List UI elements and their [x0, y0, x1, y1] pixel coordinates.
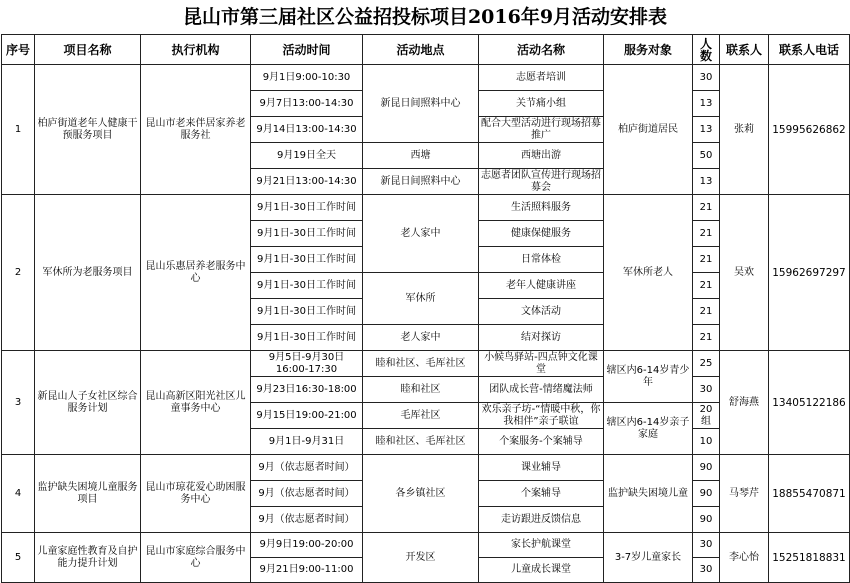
people-count: 90 [693, 481, 720, 507]
activity-place: 睦和社区、毛厍社区 [363, 351, 479, 377]
service-target: 柏庐街道居民 [604, 65, 693, 195]
service-target: 3-7岁儿童家长 [604, 533, 693, 583]
activity-place: 开发区 [363, 533, 479, 583]
activity-name: 课业辅导 [479, 455, 604, 481]
activity-place: 老人家中 [363, 195, 479, 273]
header-cell: 活动名称 [479, 35, 604, 65]
activity-place: 睦和社区 [363, 377, 479, 403]
activity-time: 9月15日19:00-21:00 [251, 403, 363, 429]
header-cell: 活动时间 [251, 35, 363, 65]
page-title: 昆山市第三届社区公益招投标项目2016年9月活动安排表 [182, 6, 668, 28]
activity-name: 欢乐亲子坊-“情暖中秋，你我相伴”亲子联谊 [479, 403, 604, 429]
contact-phone: 15962697297 [769, 195, 850, 351]
people-count: 20组 [693, 403, 720, 429]
project-org: 昆山市家庭综合服务中心 [141, 533, 251, 583]
activity-name: 关节痛小组 [479, 91, 604, 117]
project-number: 1 [2, 65, 35, 195]
activity-time: 9月9日19:00-20:00 [251, 533, 363, 558]
people-count: 21 [693, 273, 720, 299]
activity-time: 9月19日全天 [251, 143, 363, 169]
activity-name: 结对探访 [479, 325, 604, 351]
people-count: 25 [693, 351, 720, 377]
service-target: 辖区内6-14岁青少年 [604, 351, 693, 403]
people-count: 30 [693, 65, 720, 91]
activity-name: 文体活动 [479, 299, 604, 325]
service-target: 军休所老人 [604, 195, 693, 351]
schedule-table [1, 34, 850, 583]
people-count: 21 [693, 247, 720, 273]
activity-place: 老人家中 [363, 325, 479, 351]
activity-time: 9月1日-30日工作时间 [251, 273, 363, 299]
activity-name: 生活照料服务 [479, 195, 604, 221]
activity-time: 9月7日13:00-14:30 [251, 91, 363, 117]
activity-name: 志愿者团队宣传进行现场招募会 [479, 169, 604, 195]
project-number: 3 [2, 351, 35, 455]
people-count: 21 [693, 299, 720, 325]
activity-time: 9月1日-30日工作时间 [251, 299, 363, 325]
activity-name: 家长护航课堂 [479, 533, 604, 558]
activity-place: 睦和社区、毛厍社区 [363, 429, 479, 455]
activity-time: 9月（依志愿者时间） [251, 481, 363, 507]
people-count: 10 [693, 429, 720, 455]
people-count: 30 [693, 377, 720, 403]
activity-name: 健康保健服务 [479, 221, 604, 247]
people-count: 50 [693, 143, 720, 169]
people-count: 90 [693, 455, 720, 481]
table-row [2, 351, 850, 377]
people-count: 21 [693, 325, 720, 351]
activity-time: 9月21日13:00-14:30 [251, 169, 363, 195]
header-cell: 联系人电话 [769, 35, 850, 65]
activity-time: 9月（依志愿者时间） [251, 455, 363, 481]
people-count: 21 [693, 195, 720, 221]
people-count: 90 [693, 507, 720, 533]
activity-name: 团队成长营-情绪魔法师 [479, 377, 604, 403]
people-count: 21 [693, 221, 720, 247]
people-count: 30 [693, 558, 720, 583]
header-cell: 活动地点 [363, 35, 479, 65]
project-name: 儿童家庭性教育及自护能力提升计划 [35, 533, 141, 583]
contact-person: 马琴芹 [720, 455, 769, 533]
activity-time: 9月1日-30日工作时间 [251, 195, 363, 221]
activity-name: 日常体检 [479, 247, 604, 273]
project-number: 2 [2, 195, 35, 351]
contact-phone: 13405122186 [769, 351, 850, 455]
service-target: 监护缺失困境儿童 [604, 455, 693, 533]
activity-time: 9月1日9:00-10:30 [251, 65, 363, 91]
people-count: 30 [693, 533, 720, 558]
project-org: 昆山市老来伴居家养老服务社 [141, 65, 251, 195]
activity-place: 西塘 [363, 143, 479, 169]
header-cell: 联系人 [720, 35, 769, 65]
project-name: 新昆山人子女社区综合服务计划 [35, 351, 141, 455]
activity-name: 个案服务-个案辅导 [479, 429, 604, 455]
contact-phone: 15995626862 [769, 65, 850, 195]
project-name: 军休所为老服务项目 [35, 195, 141, 351]
activity-time: 9月1日-30日工作时间 [251, 247, 363, 273]
header-cell: 项目名称 [35, 35, 141, 65]
project-org: 昆山高新区阳光社区儿童事务中心 [141, 351, 251, 455]
people-count: 13 [693, 91, 720, 117]
header-row [2, 35, 850, 65]
activity-time: 9月1日-30日工作时间 [251, 325, 363, 351]
contact-person: 舒海燕 [720, 351, 769, 455]
table-row [2, 533, 850, 558]
header-cell: 序号 [2, 35, 35, 65]
header-cell: 人数 [693, 35, 720, 65]
activity-place: 新昆日间照料中心 [363, 65, 479, 143]
activity-name: 志愿者培训 [479, 65, 604, 91]
contact-phone: 15251818831 [769, 533, 850, 583]
activity-name: 个案辅导 [479, 481, 604, 507]
project-org: 昆山乐惠居养老服务中心 [141, 195, 251, 351]
activity-name: 小候鸟驿站-四点钟文化课堂 [479, 351, 604, 377]
contact-phone: 18855470871 [769, 455, 850, 533]
table-row [2, 65, 850, 91]
activity-place: 军休所 [363, 273, 479, 325]
people-count: 13 [693, 169, 720, 195]
project-number: 5 [2, 533, 35, 583]
activity-time: 9月1日-30日工作时间 [251, 221, 363, 247]
header-cell: 服务对象 [604, 35, 693, 65]
activity-time: 9月21日9:00-11:00 [251, 558, 363, 583]
activity-name: 老年人健康讲座 [479, 273, 604, 299]
contact-person: 张莉 [720, 65, 769, 195]
activity-time: 9月（依志愿者时间） [251, 507, 363, 533]
activity-place: 新昆日间照料中心 [363, 169, 479, 195]
people-count: 13 [693, 117, 720, 143]
activity-name: 配合大型活动进行现场招募推广 [479, 117, 604, 143]
activity-place: 毛厍社区 [363, 403, 479, 429]
project-name: 柏庐街道老年人健康干预服务项目 [35, 65, 141, 195]
activity-name: 走访跟进反馈信息 [479, 507, 604, 533]
activity-name: 西塘出游 [479, 143, 604, 169]
activity-time: 9月5日-9月30日 16:00-17:30 [251, 351, 363, 377]
activity-place: 各乡镇社区 [363, 455, 479, 533]
activity-time: 9月23日16:30-18:00 [251, 377, 363, 403]
contact-person: 吴欢 [720, 195, 769, 351]
activity-time: 9月14日13:00-14:30 [251, 117, 363, 143]
activity-name: 儿童成长课堂 [479, 558, 604, 583]
contact-person: 李心怡 [720, 533, 769, 583]
project-name: 监护缺失困境儿童服务项目 [35, 455, 141, 533]
header-cell: 执行机构 [141, 35, 251, 65]
service-target: 辖区内6-14岁亲子家庭 [604, 403, 693, 455]
project-number: 4 [2, 455, 35, 533]
activity-time: 9月1日-9月31日 [251, 429, 363, 455]
project-org: 昆山市琼花爱心助困服务中心 [141, 455, 251, 533]
table-row [2, 455, 850, 481]
table-row [2, 195, 850, 221]
